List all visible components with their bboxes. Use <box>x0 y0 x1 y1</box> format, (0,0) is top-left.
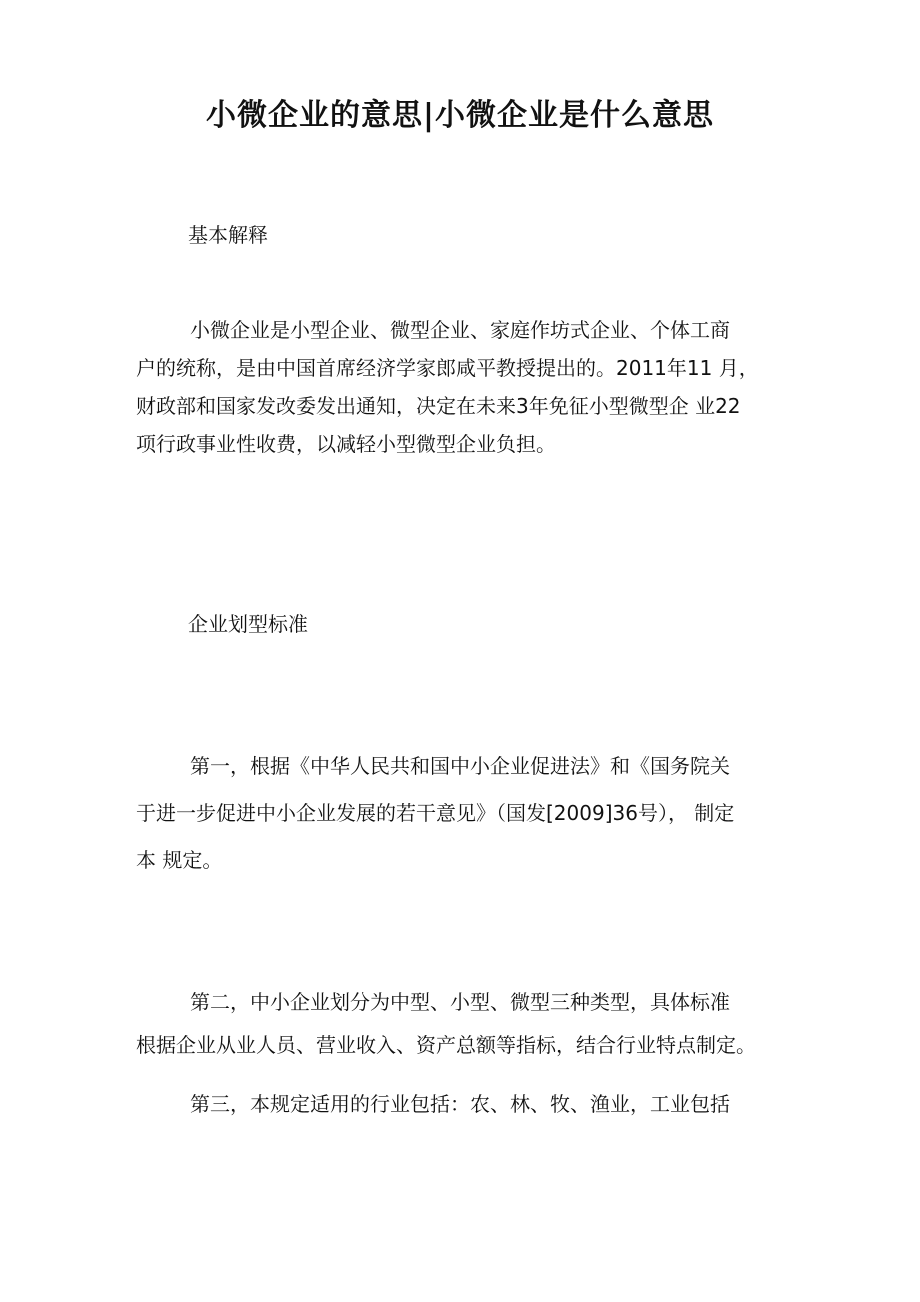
paragraph-line: 户的统称，是由中国首席经济学家郎咸平教授提出的。2011年11 月， <box>136 356 759 380</box>
paragraph-first <box>136 743 796 884</box>
paragraph-second <box>136 981 796 1067</box>
paragraph-line: 本 规定。 <box>136 848 223 872</box>
paragraph-line: 第二，中小企业划分为中型、小型、微型三种类型，具体标准 <box>190 990 730 1014</box>
section-heading-basic-explanation: 基本解释 <box>188 223 268 247</box>
paragraph-line: 第一，根据《中华人民共和国中小企业促进法》和《国务院关 <box>190 754 730 778</box>
paragraph-line: 第三，本规定适用的行业包括：农、林、牧、渔业，工业包括 <box>190 1092 730 1116</box>
paragraph-third <box>136 1085 796 1123</box>
paragraph-line: 小微企业是小型企业、微型企业、家庭作坊式企业、个体工商 <box>190 318 730 342</box>
paragraph-line: 根据企业从业人员、营业收入、资产总额等指标，结合行业特点制定。 <box>136 1033 756 1057</box>
paragraph-line: 财政部和国家发改委发出通知，决定在未来3年免征小型微型企 业22 <box>136 394 741 418</box>
paragraph-basic-explanation <box>136 311 796 463</box>
paragraph-line: 于进一步促进中小企业发展的若干意见》（国发[2009]36号）， 制定 <box>136 801 735 825</box>
paragraph-line: 项行政事业性收费，以减轻小型微型企业负担。 <box>136 432 556 456</box>
section-heading-classification-standard: 企业划型标准 <box>188 612 308 636</box>
document-title: 小微企业的意思|小微企业是什么意思 <box>206 98 714 133</box>
